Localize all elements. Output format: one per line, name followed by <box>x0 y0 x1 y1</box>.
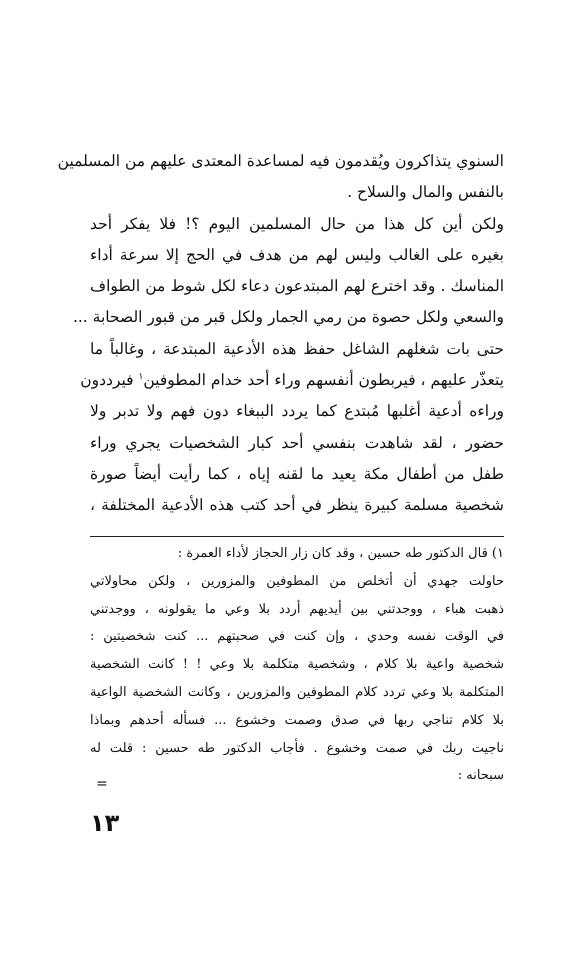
body-line: حتى بات شغلهم الشاغل حفظ هذه الأدعية المبتدعة ، وغالباً ما <box>90 339 504 358</box>
footnote-line: حاولت جهدي أن أتخلص من المطوفين والمزورين ، ولكن محاولاتي <box>90 573 504 589</box>
footnote-line: سبحانه : <box>457 768 504 784</box>
footnote-line: ناجيت ربك في صمت وخشوع . فأجاب الدكتور طه حسين : قلت له <box>90 740 504 756</box>
footnote-line: في الوقت نفسه وحدي ، وإن كنت في صحبتهم ... كنت شخصيتين : <box>90 629 504 645</box>
body-text <box>57 146 504 522</box>
body-line-tail: فيرددون <box>80 371 134 390</box>
body-line: حضور ، لقد شاهدت بنفسي أحد كبار الشخصيات يجري وراء <box>90 433 504 452</box>
body-line-text: يتعذّر عليهم ، فيربطون أنفسهم وراء أحد خدام المطوفين <box>143 371 504 390</box>
footnote-line: بلا كلام تناجي ربها في صدق وصمت وخشوع ... فسأله أحدهم وبماذا <box>90 712 504 728</box>
footnote-reference[interactable]: ١ <box>138 371 144 382</box>
footnote-line: شخصية واعية بلا كلام ، وشخصية متكلمة بلا وعي ! ! كانت الشخصية <box>90 657 504 673</box>
body-line: شخصية مسلمة كبيرة ينظر في أحد كتب هذه الأدعية المختلفة ، <box>90 496 504 515</box>
body-line-with-footnote <box>80 365 504 396</box>
body-line: المناسك . وقد اخترع لهم المبتدعون دعاء لكل شوط من الطواف <box>90 277 504 296</box>
body-line: بالنفس والمال والسلاح . <box>347 183 504 202</box>
footnotes <box>90 540 504 790</box>
body-line: طفل من أطفال مكة يعيد ما لقنه إياه ، كما رأيت أيضاً صورة <box>90 464 504 483</box>
page-number: ١٣ <box>90 809 120 837</box>
footnote-line: ذهبت هباء ، ووجدتني بين أيديهم أردد بلا وعي ما يقولونه ، ووجدتني <box>90 601 504 617</box>
continuation-mark: = <box>96 776 108 792</box>
body-line: بغيره على الغالب وليس لهم من هدف في الحج إلا سرعة أداء <box>90 245 504 264</box>
body-line: وراءه أدعية أغلبها مُبتدع كما يردد الببغاء دون فهم ولا تدبر ولا <box>90 402 504 421</box>
footnote-divider <box>90 536 504 537</box>
footnote-line: ١) قال الدكتور طه حسين ، وقد كان زار الحجاز لأداء العمرة : <box>177 546 504 561</box>
body-line: والسعي ولكل حصوة من رمي الجمار ولكل قبر من قبور الصحابة ... <box>72 308 504 327</box>
body-line: ولكن أين كل هذا من حال المسلمين اليوم ؟! فلا يفكر أحد <box>90 214 504 233</box>
body-line: السنوي يتذاكرون ويُقدمون فيه لمساعدة المعتدى عليهم من المسلمين <box>57 152 504 170</box>
footnote-line: المتكلمة بلا وعي تردد كلام المطوفين والمزورين ، وكانت الشخصية الواعية <box>90 684 504 700</box>
